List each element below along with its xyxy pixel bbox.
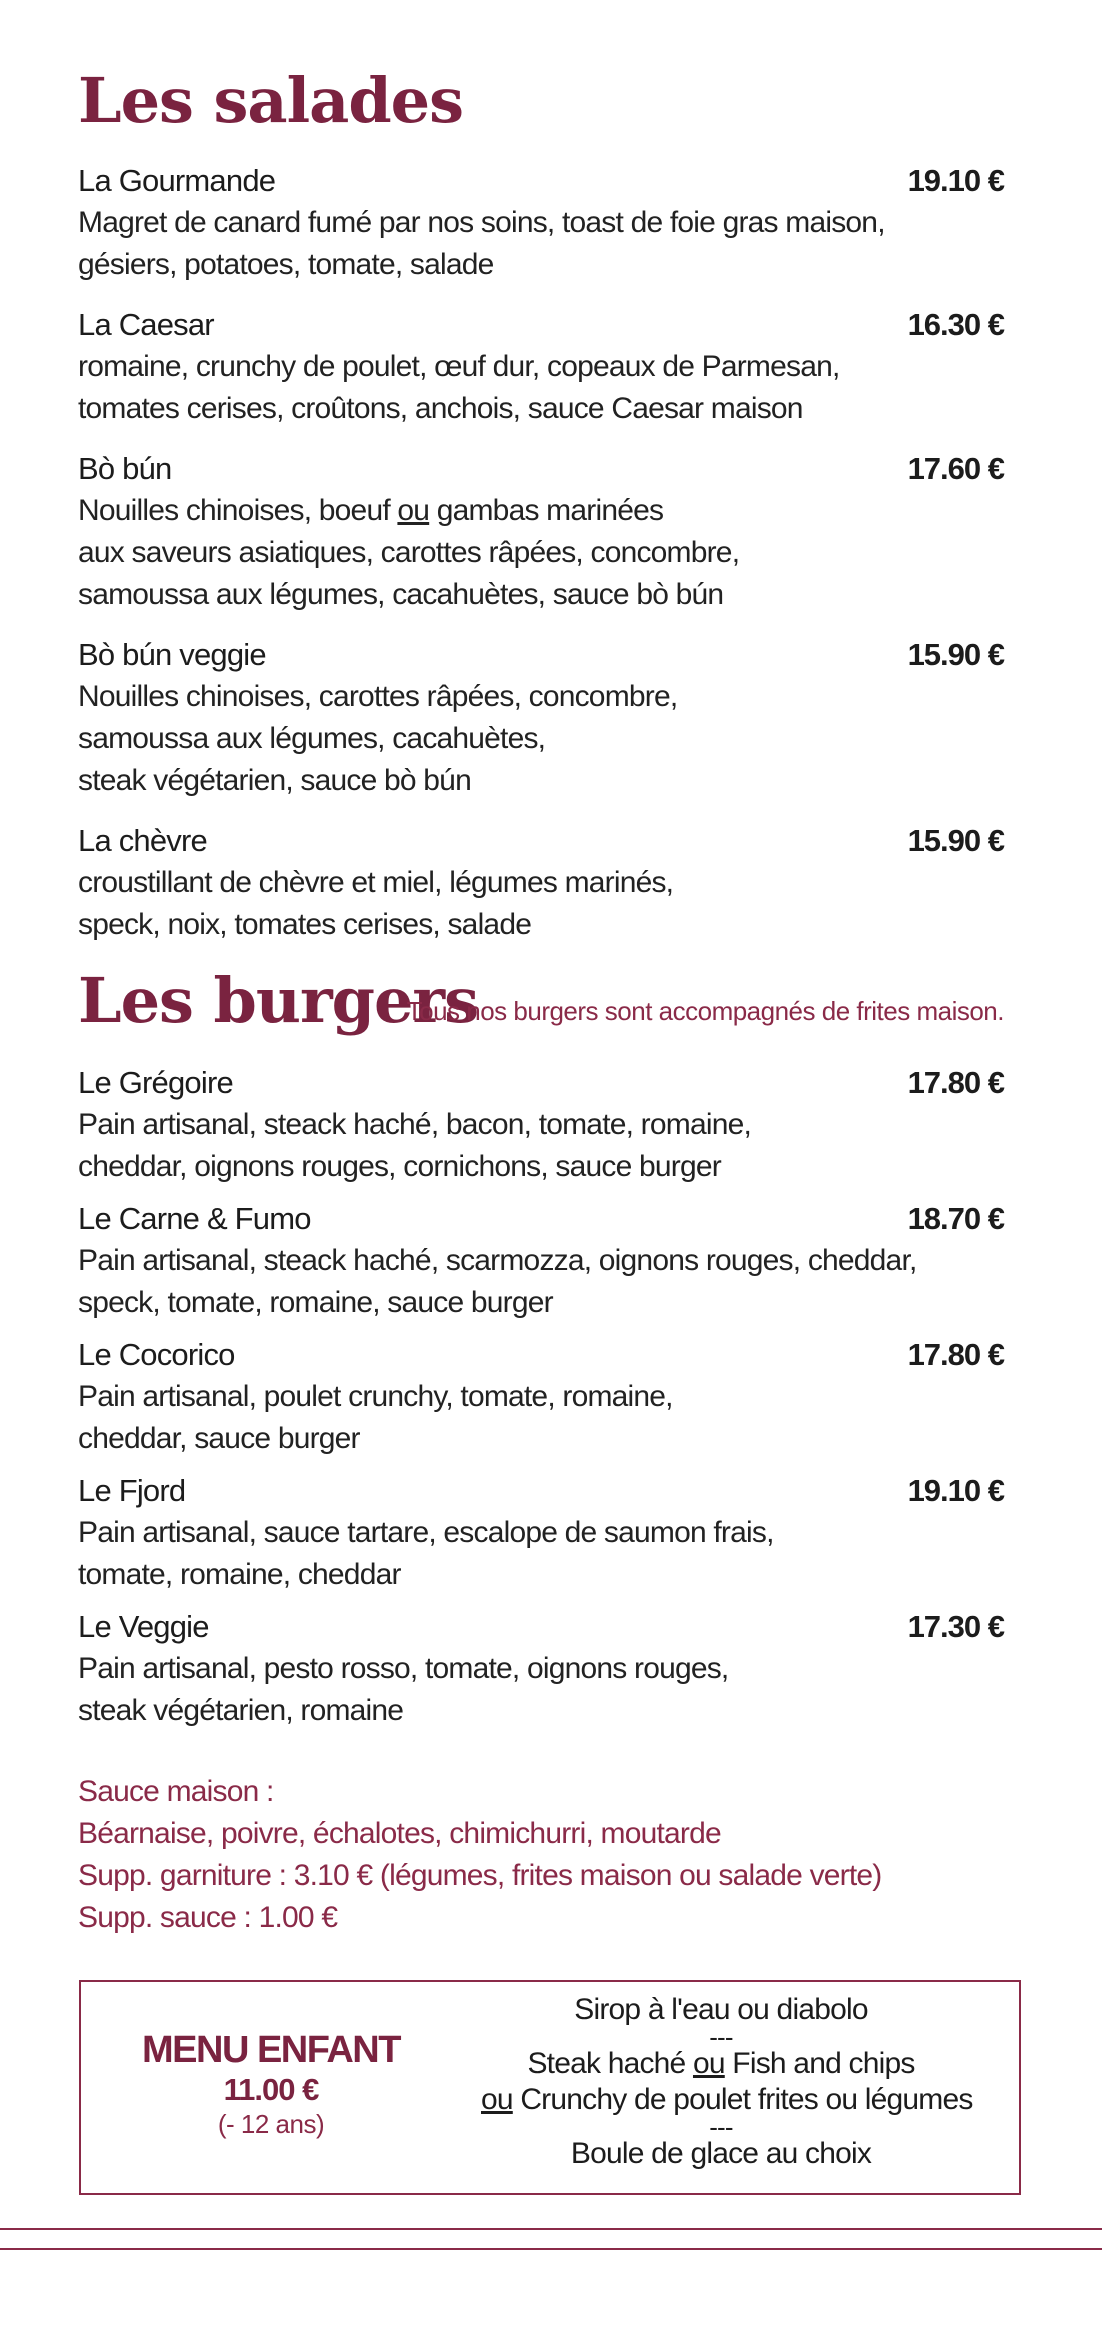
item-description: Pain artisanal, sauce tartare, escalope de saumon frais, tomate, romaine, cheddar bbox=[78, 1516, 774, 1591]
item-name: Le Fjord bbox=[78, 1473, 186, 1508]
item-name: Bò bún bbox=[78, 451, 172, 486]
sauce-info bbox=[78, 1771, 881, 1939]
supp-garniture: Supp. garniture : 3.10 € (légumes, frites maison ou salade verte) bbox=[78, 1859, 882, 1892]
item-name: Le Cocorico bbox=[78, 1337, 235, 1372]
item-price: 17.80 € bbox=[907, 1337, 1004, 1372]
salades-list bbox=[78, 160, 1004, 964]
item-name: La Caesar bbox=[78, 307, 214, 342]
menu-enfant-content bbox=[481, 1992, 973, 2172]
item-description: croustillant de chèvre et miel, légumes marinés, speck, noix, tomates cerises, salade bbox=[78, 866, 674, 941]
menu-item bbox=[78, 1062, 1004, 1188]
sauce-title: Sauce maison : bbox=[78, 1775, 274, 1808]
menu-enfant-main: Steak haché ou Fish and chips bbox=[527, 2047, 915, 2080]
item-price: 15.90 € bbox=[907, 823, 1004, 858]
menu-item bbox=[78, 1606, 1004, 1732]
item-price: 17.30 € bbox=[907, 1609, 1004, 1644]
burgers-note: Tous nos burgers sont accompagnés de frites maison. bbox=[406, 996, 1004, 1026]
menu-item bbox=[78, 634, 1004, 802]
item-description: Pain artisanal, pesto rosso, tomate, oignons rouges, steak végétarien, romaine bbox=[78, 1652, 729, 1727]
item-description: Pain artisanal, poulet crunchy, tomate, romaine, cheddar, sauce burger bbox=[78, 1380, 673, 1455]
item-price: 15.90 € bbox=[907, 637, 1004, 672]
menu-item bbox=[78, 1334, 1004, 1460]
menu-enfant-price: 11.00 € bbox=[223, 2072, 319, 2107]
supp-sauce: Supp. sauce : 1.00 € bbox=[78, 1901, 338, 1934]
menu-item bbox=[78, 304, 1004, 430]
item-name: Bò bún veggie bbox=[78, 637, 266, 672]
item-price: 19.10 € bbox=[907, 1473, 1004, 1508]
menu-item bbox=[78, 160, 1004, 286]
menu-enfant-dessert: Boule de glace au choix bbox=[570, 2137, 872, 2170]
menu-item bbox=[78, 1470, 1004, 1596]
item-name: La Gourmande bbox=[78, 163, 276, 198]
divider-line bbox=[0, 2248, 1102, 2250]
burgers-title: Les burgers bbox=[78, 964, 478, 1037]
item-description: Nouilles chinoises, carottes râpées, concombre, samoussa aux légumes, cacahuètes, steak végétarien, sauce bò bún bbox=[78, 680, 678, 797]
item-price: 19.10 € bbox=[907, 163, 1004, 198]
menu-enfant-drink: Sirop à l'eau ou diabolo bbox=[574, 1993, 868, 2026]
menu-item bbox=[78, 820, 1004, 946]
item-name: Le Veggie bbox=[78, 1609, 209, 1644]
menu-item bbox=[78, 1198, 1004, 1324]
menu-enfant-alt: ou Crunchy de poulet frites ou légumes bbox=[481, 2083, 973, 2116]
item-price: 18.70 € bbox=[907, 1201, 1004, 1236]
item-name: Le Grégoire bbox=[78, 1065, 233, 1100]
item-description: Magret de canard fumé par nos soins, toast de foie gras maison, gésiers, potatoes, tomate, salade bbox=[78, 206, 885, 281]
sauce-list: Béarnaise, poivre, échalotes, chimichurri, moutarde bbox=[78, 1817, 721, 1850]
burgers-list bbox=[78, 1062, 1004, 1742]
salades-title: Les salades bbox=[78, 64, 464, 137]
menu-item bbox=[78, 448, 1004, 616]
item-description: Pain artisanal, steack haché, scarmozza, oignons rouges, cheddar, speck, tomate, romaine, sauce burger bbox=[78, 1244, 917, 1319]
item-description: romaine, crunchy de poulet, œuf dur, copeaux de Parmesan, tomates cerises, croûtons, anchois, sauce Caesar maison bbox=[78, 350, 840, 425]
menu-enfant-title: MENU ENFANT bbox=[142, 2029, 400, 2071]
item-description: Nouilles chinoises, boeuf ou gambas marinées aux saveurs asiatiques, carottes râpées, concombre, samoussa aux légumes, cacahuètes, sauce bò bún bbox=[78, 494, 740, 611]
menu-enfant-box bbox=[79, 1980, 1021, 2195]
item-description: Pain artisanal, steack haché, bacon, tomate, romaine, cheddar, oignons rouges, cornichons, sauce burger bbox=[78, 1108, 752, 1183]
item-price: 17.60 € bbox=[907, 451, 1004, 486]
separator: --- bbox=[709, 2112, 733, 2142]
item-price: 16.30 € bbox=[907, 307, 1004, 342]
divider-line bbox=[0, 2228, 1102, 2230]
item-price: 17.80 € bbox=[907, 1065, 1004, 1100]
separator: --- bbox=[709, 2022, 733, 2052]
item-name: Le Carne & Fumo bbox=[78, 1201, 311, 1236]
menu-enfant-age: (- 12 ans) bbox=[217, 2109, 325, 2139]
item-name: La chèvre bbox=[78, 823, 207, 858]
